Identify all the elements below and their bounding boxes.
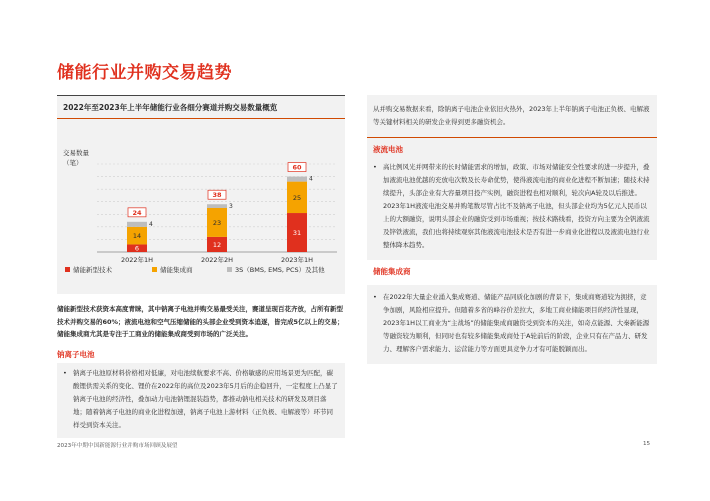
legend-label: 储能集成商 [160, 266, 193, 274]
flow-battery-bullet: • 高比例风光并网带来的长时储能需求的增加，政策、市场对储能安全性要求的进一步提升，叠加液流电池优越的充放电次数及长寿命优势，使得液流电池的商业化进程不断加速；随技术持续提升，头部企业有大容量项目投产实例，融资进程也相对顺利，轮次向A轮及以后推进。2023年1H液流电池交易并购笔数尽管占比不及钠离子电池，但头部企业均为5亿元人民币以上的大额融资，说明头部企业的融资受到市场重视；按技术路线看，投资方向主要为全钒液流及锌铁液流，我们也将持续观察其他液流电池技术是否有进一步商业化进程以及液流电池行业整体降本趋势。 [373, 161, 651, 252]
legend-swatch [152, 267, 157, 272]
right-divider [367, 137, 657, 138]
legend-label: 3S（BMS, EMS, PCS）及其他 [235, 266, 325, 274]
left-column [57, 95, 345, 438]
right-column [367, 95, 657, 364]
flow-battery-heading: 液流电池 [373, 145, 403, 154]
sodium-battery-block [57, 363, 345, 438]
sodium-battery-bullet: • 钠离子电池原材料价格相对低廉，对电池续航要求不高、价格敏感的应用场景更为匹配，碳酸锂供需关系的变化、锂价在2022年的高位及2023年5月后的企稳回升，一定程度上凸显了钠离子电池的经济性，叠加动力电池钠锂混装趋势，都推动钠电相关技术的研发及项目落地；随着钠离子电池的商业化进程加速，钠离子电池上游材料（正负极、电解液等）环节同样受到资本关注。 [63, 367, 339, 432]
bar-value-label-other: 3 [229, 203, 233, 211]
summary-paragraph: 储能新型技术获资本高度青睐，其中钠离子电池并购交易最受关注，赛道呈现百花齐放，占所有新型技术并购交易的60%；液流电池和空气压缩储能的头部企业受到资本追逐，皆完成5亿以上的交易；储能集成商尤其是专注于工商业的储能集成商受到市场的广泛关注。 [57, 305, 344, 338]
bar-value-label: 14 [132, 232, 142, 241]
right-intro: 从并购交易数据来看，除钠离子电池企业依旧火热外，2023年上半年钠离子电池正负极、电解液等关键材料相关的研发企业得到更多融资机会。 [373, 105, 650, 126]
bar-value-label: 23 [212, 218, 222, 227]
total-label: 60 [292, 163, 302, 172]
integrator-heading-band [367, 260, 657, 285]
integrator-bullet: • 在2022年大量企业涌入集成赛道、储能产品同质化加剧的背景下，集成商赛道较为拥挤，竞争加剧，风险相应提升。但随着多省的峰谷价差拉大，多地工商业储能项目的经济性显现，2023年1H以工商业为“主战场”的储能集成商融资受到资本的关注，如奇点能源、大秦新能源等融资较为顺利，但同时也有较多储能集成商处于A轮前后的阶段，企业只有在产品力、研发力、理解客户需求能力、运营能力等方面更具竞争力才有可能脱颖而出。 [373, 291, 651, 356]
legend-swatch [65, 267, 70, 272]
page-number: 15 [643, 441, 651, 447]
chart-area [57, 119, 345, 294]
bar-segment [127, 222, 147, 227]
bar-segment [207, 204, 227, 208]
bar-value-label-other: 4 [149, 220, 153, 228]
chart-panel-title: 2022年至2023年上半年储能行业各细分赛道并购交易数量概览 [57, 96, 345, 119]
bar-value-label: 6 [134, 244, 140, 253]
bar-segment [287, 177, 307, 182]
page-title: 储能行业并购交易趋势 [57, 63, 232, 83]
x-tick-label: 2023年1H [280, 256, 314, 264]
stacked-bar-chart [57, 119, 345, 294]
footer-title: 2023年中期中国新能源行业并购市场回顾及展望 [57, 443, 178, 449]
bar-value-label: 12 [212, 240, 222, 249]
sodium-battery-heading: 钠离子电池 [57, 349, 95, 359]
integrator-heading: 储能集成商 [373, 267, 411, 276]
x-tick-label: 2022年2H [200, 256, 234, 264]
total-label: 24 [132, 208, 142, 217]
x-tick-label: 2022年1H [120, 256, 154, 264]
legend-swatch [227, 267, 232, 272]
bar-value-label: 25 [292, 193, 302, 202]
y-axis-label-unit: （笔） [63, 159, 83, 167]
bar-value-label: 31 [292, 229, 302, 238]
chart-panel [57, 95, 345, 294]
y-axis-label: 交易数量 [63, 149, 89, 157]
right-panel [367, 95, 657, 364]
total-label: 38 [212, 191, 222, 200]
bar-value-label-other: 4 [309, 175, 313, 183]
legend-label: 储能新型技术 [73, 266, 112, 274]
